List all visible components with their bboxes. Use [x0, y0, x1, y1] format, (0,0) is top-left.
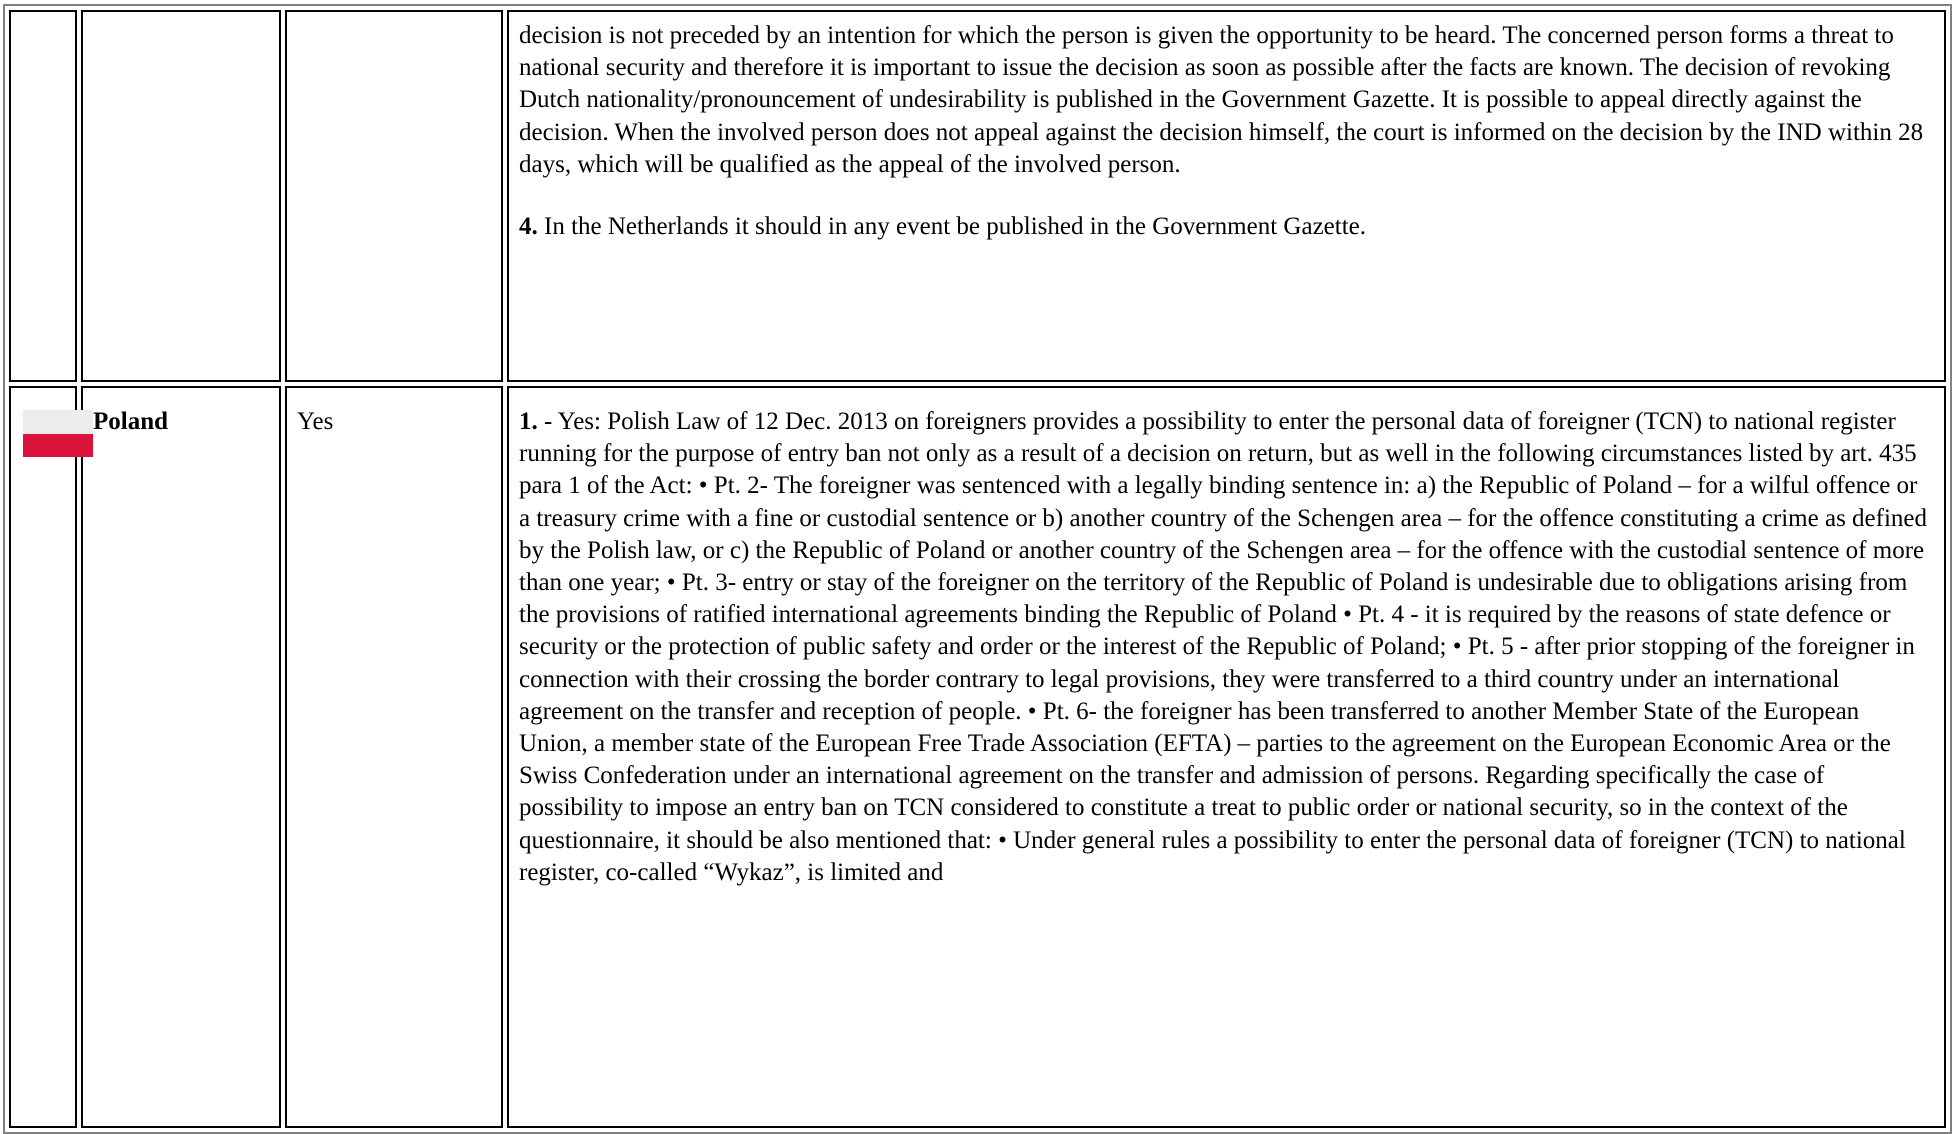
details-text: In the Netherlands it should in any event be published in the Government Gazette. — [537, 213, 1366, 241]
table-row — [9, 10, 1946, 382]
details-paragraph — [519, 406, 1934, 889]
country-cell — [81, 10, 281, 382]
flag-white-stripe — [23, 410, 93, 434]
answer-cell — [285, 386, 503, 1128]
country-name: Poland — [93, 408, 169, 435]
flag-cell — [9, 10, 77, 382]
details-paragraph — [519, 20, 1934, 181]
details-text: - Yes: Polish Law of 12 Dec. 2013 on foreigners provides a possibility to enter the personal data of foreigner (TCN) to national register running for the purpose of entry ban not only as a result of a decision on return, but as well in the following circumstances listed by art. 435 para 1 of the Act: • Pt. 2- The foreigner was sentenced with a legally binding sentence in: a) the Republic of Poland – for a wilful offence or a treasury crime with a fine or custodial sentence or b) another country of the Schengen area – for the offence constituting a crime as defined by the Polish law, or c) the Republic of Poland or another country of the Schengen area – for the offence with the custodial sentence of more than one year; • Pt. 3- entry or stay of the foreigner on the territory of the Republic of Poland is undesirable due to obligations arising from the provisions of ratified international agreements binding the Republic of Poland • Pt. 4 - it is required by the reasons of state defence or security or the protection of public safety and order or the interest of the Republic of Poland; • Pt. 5 - after prior stopping of the foreigner in connection with their crossing the border contrary to legal provisions, they were transferred to a third country under an international agreement on the transfer and reception of people. • Pt. 6- the foreigner has been transferred to another Member State of the European Union, a member state of the European Free Trade Association (EFTA) – parties to the agreement on the European Economic Area or the Swiss Confederation under an international agreement on the transfer and admission of persons. Regarding specifically the case of possibility to impose an entry ban on TCN considered to constitute a treat to public order or national security, so in the context of the questionnaire, it should be also mentioned that: • Under general rules a possibility to enter the personal data of foreigner (TCN) to national register, co-called “Wykaz”, is limited and — [519, 408, 1928, 886]
details-paragraph — [519, 211, 1934, 243]
answer-text: Yes — [297, 408, 334, 435]
flag-cell — [9, 386, 77, 1128]
poland-flag-icon — [23, 410, 93, 457]
paragraph-number: 1. — [519, 408, 538, 435]
country-comparison-table — [3, 4, 1952, 1134]
country-cell — [81, 386, 281, 1128]
details-cell — [507, 10, 1946, 382]
details-cell — [507, 386, 1946, 1128]
table-row — [9, 386, 1946, 1128]
answer-cell — [285, 10, 503, 382]
flag-red-stripe — [23, 434, 93, 458]
paragraph-number: 4. — [519, 213, 538, 241]
details-text: decision is not preceded by an intention for which the person is given the opportunity to be heard. The concerned person forms a threat to national security and therefore it is important to issue the decision as soon as possible after the facts are known. The decision of revoking Dutch nationality/pronouncement of undesirability is published in the Government Gazette. It is possible to appeal directly against the decision. When the involved person does not appeal against the decision himself, the court is informed on the decision by the IND within 28 days, which will be qualified as the appeal of the involved person. — [519, 22, 1924, 178]
